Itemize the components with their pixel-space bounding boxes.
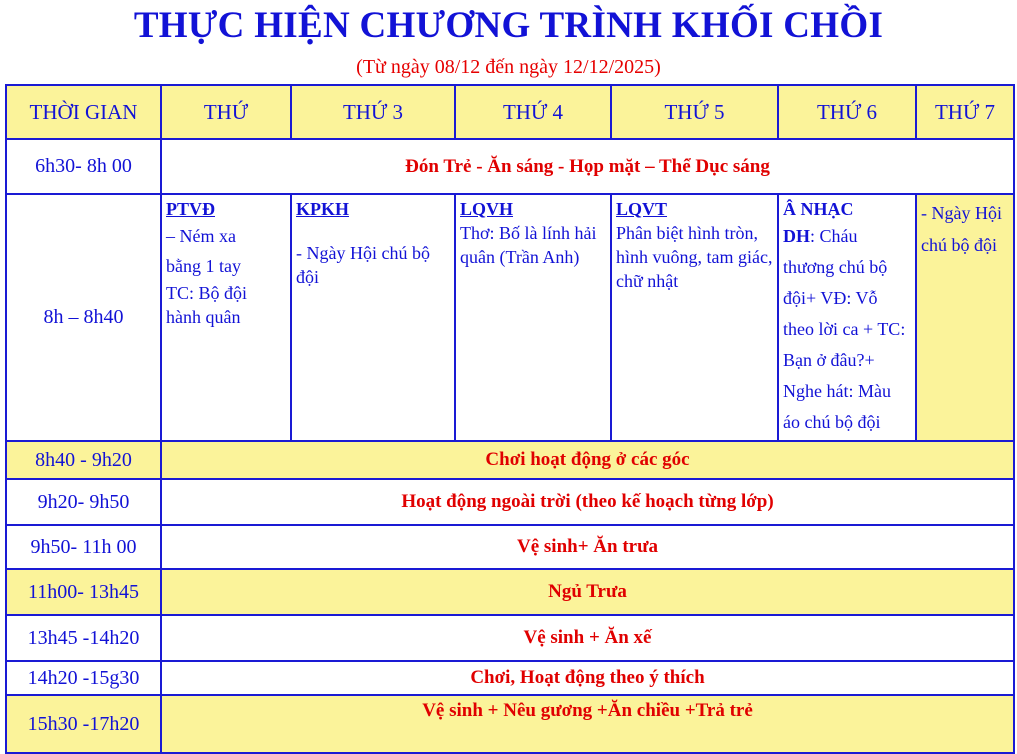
header-day: THỨ 5 <box>611 85 778 139</box>
time-cell: 8h – 8h40 <box>6 194 161 441</box>
table-row <box>6 695 1014 753</box>
table-row <box>6 479 1014 525</box>
table-row <box>6 661 1014 695</box>
time-cell: 11h00- 13h45 <box>6 569 161 615</box>
activity-cell: Ngủ Trưa <box>161 569 1014 615</box>
table-row <box>6 194 1014 441</box>
lesson-subject: Â NHẠC <box>783 199 854 219</box>
time-cell: 15h30 -17h20 <box>6 695 161 753</box>
lesson-text: - Ngày Hội chú bộ đội <box>296 243 430 287</box>
lesson-cell-thu2 <box>161 194 291 441</box>
activity-cell: Hoạt động ngoài trời (theo kế hoạch từng lớp) <box>161 479 1014 525</box>
time-cell: 13h45 -14h20 <box>6 615 161 661</box>
header-day: THỨ 6 <box>778 85 916 139</box>
time-cell: 9h20- 9h50 <box>6 479 161 525</box>
lesson-text: - Ngày Hội chú bộ đội <box>921 203 1002 255</box>
header-day: THỨ <box>161 85 291 139</box>
date-range: (Từ ngày 08/12 đến ngày 12/12/2025) <box>356 56 661 78</box>
header-day: THỨ 3 <box>291 85 455 139</box>
table-row <box>6 525 1014 569</box>
time-cell: 6h30- 8h 00 <box>6 139 161 194</box>
activity-cell: Chơi, Hoạt động theo ý thích <box>161 661 1014 695</box>
lesson-text: TC: Bộ đội hành quân <box>166 283 248 327</box>
header-row <box>6 85 1014 139</box>
lesson-subject: LQVT <box>616 199 668 219</box>
lesson-cell-thu3 <box>291 194 455 441</box>
table-row <box>6 441 1014 479</box>
table-row <box>6 615 1014 661</box>
lesson-cell-thu7 <box>916 194 1014 441</box>
lesson-cell-thu6 <box>778 194 916 441</box>
page-title: THỰC HIỆN CHƯƠNG TRÌNH KHỐI CHỒI <box>133 5 884 46</box>
header-day: THỨ 7 <box>916 85 1014 139</box>
lesson-subject: LQVH <box>460 199 514 219</box>
time-cell: 8h40 - 9h20 <box>6 441 161 479</box>
table-row <box>6 139 1014 194</box>
activity-cell: Vệ sinh+ Ăn trưa <box>161 525 1014 569</box>
activity-cell: Vệ sinh + Ăn xế <box>161 615 1014 661</box>
activity-cell: Chơi hoạt động ở các góc <box>161 441 1014 479</box>
schedule-table <box>5 84 1015 754</box>
header-time: THỜI GIAN <box>6 85 161 139</box>
lesson-text: bằng 1 tay <box>166 256 241 276</box>
lesson-subject: PTVĐ <box>166 199 215 219</box>
header-day: THỨ 4 <box>455 85 611 139</box>
lesson-cell-thu5 <box>611 194 778 441</box>
lesson-cell-thu4 <box>455 194 611 441</box>
table-row <box>6 569 1014 615</box>
lesson-dh-label: DH <box>783 226 810 246</box>
lesson-subject: KPKH <box>296 199 349 219</box>
time-cell: 14h20 -15g30 <box>6 661 161 695</box>
lesson-text: Phân biệt hình tròn, hình vuông, tam giác, chữ nhật <box>616 223 773 291</box>
lesson-text: : Cháu thương chú bộ đội+ VĐ: Vỗ theo lời ca + TC: Bạn ở đâu?+ Nghe hát: Màu áo chú bộ đội <box>783 226 906 432</box>
lesson-text: Thơ: Bố là lính hải quân (Trần Anh) <box>460 223 597 267</box>
time-cell: 9h50- 11h 00 <box>6 525 161 569</box>
activity-cell: Vệ sinh + Nêu gương +Ăn chiều +Trả trẻ <box>161 695 1014 753</box>
lesson-text: – Ném xa <box>166 226 236 246</box>
activity-cell: Đón Trẻ - Ăn sáng - Họp mặt – Thể Dục sáng <box>161 139 1014 194</box>
